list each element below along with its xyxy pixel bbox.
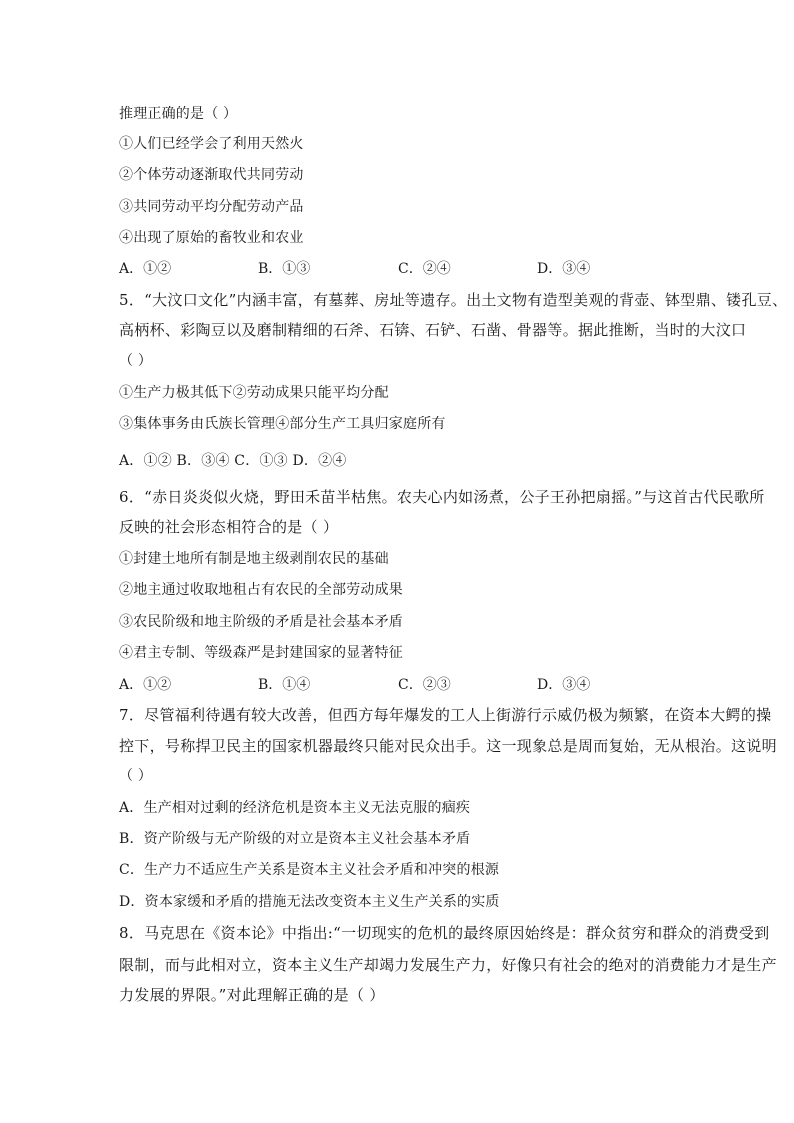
question-8-line-2: 限制，而与此相对立，资本主义生产却竭力发展生产力，好像只有社会的绝对的消费能力才是生产	[119, 956, 777, 974]
question-5-line-2: 高柄杯、彩陶豆以及磨制精细的石斧、石锛、石铲、石凿、骨器等。据此推断，当时的大汶口	[119, 321, 747, 339]
q6-option-a: A．①②	[119, 677, 172, 693]
q5-options: A．①② B．③④ C．①③ D．②④	[119, 453, 347, 469]
q7-option-d: D．资本家缓和矛盾的措施无法改变资本主义生产关系的实质	[119, 894, 500, 910]
question-6-line-1: 6．“赤日炎炎似火烧，野田禾苗半枯焦。农夫心内如汤煮，公子王孙把扇摇。”与这首古代民歌所	[119, 488, 765, 506]
q6-statement-1: ①封建土地所有制是地主级剥削农民的基础	[119, 551, 389, 567]
q4-statement-4: ④出现了原始的畜牧业和农业	[119, 230, 304, 246]
question-4-stem-end: 推理正确的是（ ）	[119, 106, 238, 122]
q6-option-d: D．③④	[537, 677, 591, 693]
q6-statement-4: ④君主专制、等级森严是封建国家的显著特征	[119, 645, 403, 661]
question-7-bracket: （ ）	[119, 768, 153, 784]
q4-option-d: D．③④	[537, 261, 591, 277]
question-5-bracket: （ ）	[119, 353, 153, 369]
q5-statements-3-4: ③集体事务由氏族长管理④部分生产工具归家庭所有	[119, 416, 446, 432]
question-7-line-2: 控下，号称捍卫民主的国家机器最终只能对民众出手。这一现象总是周而复始，无从根治。这说明	[119, 737, 777, 755]
q4-statement-1: ①人们已经学会了利用天然火	[119, 136, 304, 152]
question-6-line-2: 反映的社会形态相符合的是（ ）	[119, 518, 339, 536]
question-8-line-1: 8．马克思在《资本论》中指出:“一切现实的危机的最终原因始终是：群众贫穷和群众的消费受到	[119, 924, 770, 942]
question-7-line-1: 7．尽管福利待遇有较大改善，但西方每年爆发的工人上街游行示威仍极为频繁，在资本大鳄的操	[119, 706, 772, 724]
q7-option-a: A．生产相对过剩的经济危机是资本主义无法克服的痼疾	[119, 800, 471, 816]
q7-option-b: B．资产阶级与无产阶级的对立是资本主义社会基本矛盾	[119, 831, 471, 847]
q6-option-b: B．①④	[258, 677, 311, 693]
q6-statement-3: ③农民阶级和地主阶级的矛盾是社会基本矛盾	[119, 614, 403, 630]
question-5-line-1: 5．“大汶口文化”内涵丰富，有墓葬、房址等遗存。出土文物有造型美观的背壶、钵型鼎、镂孔豆、	[119, 291, 788, 309]
q6-option-c: C．②③	[398, 677, 451, 693]
q4-option-c: C．②④	[398, 261, 451, 277]
q4-option-a: A．①②	[119, 261, 172, 277]
q4-statement-2: ②个体劳动逐渐取代共同劳动	[119, 167, 304, 183]
q4-option-b: B．①③	[258, 261, 311, 277]
q6-statement-2: ②地主通过收取地租占有农民的全部劳动成果	[119, 582, 403, 598]
q5-statements-1-2: ①生产力极其低下②劳动成果只能平均分配	[119, 385, 389, 401]
question-8-line-3: 力发展的界限。”对此理解正确的是（ ）	[119, 986, 385, 1004]
q4-statement-3: ③共同劳动平均分配劳动产品	[119, 199, 304, 215]
q7-option-c: C．生产力不适应生产关系是资本主义社会矛盾和冲突的根源	[119, 862, 500, 878]
